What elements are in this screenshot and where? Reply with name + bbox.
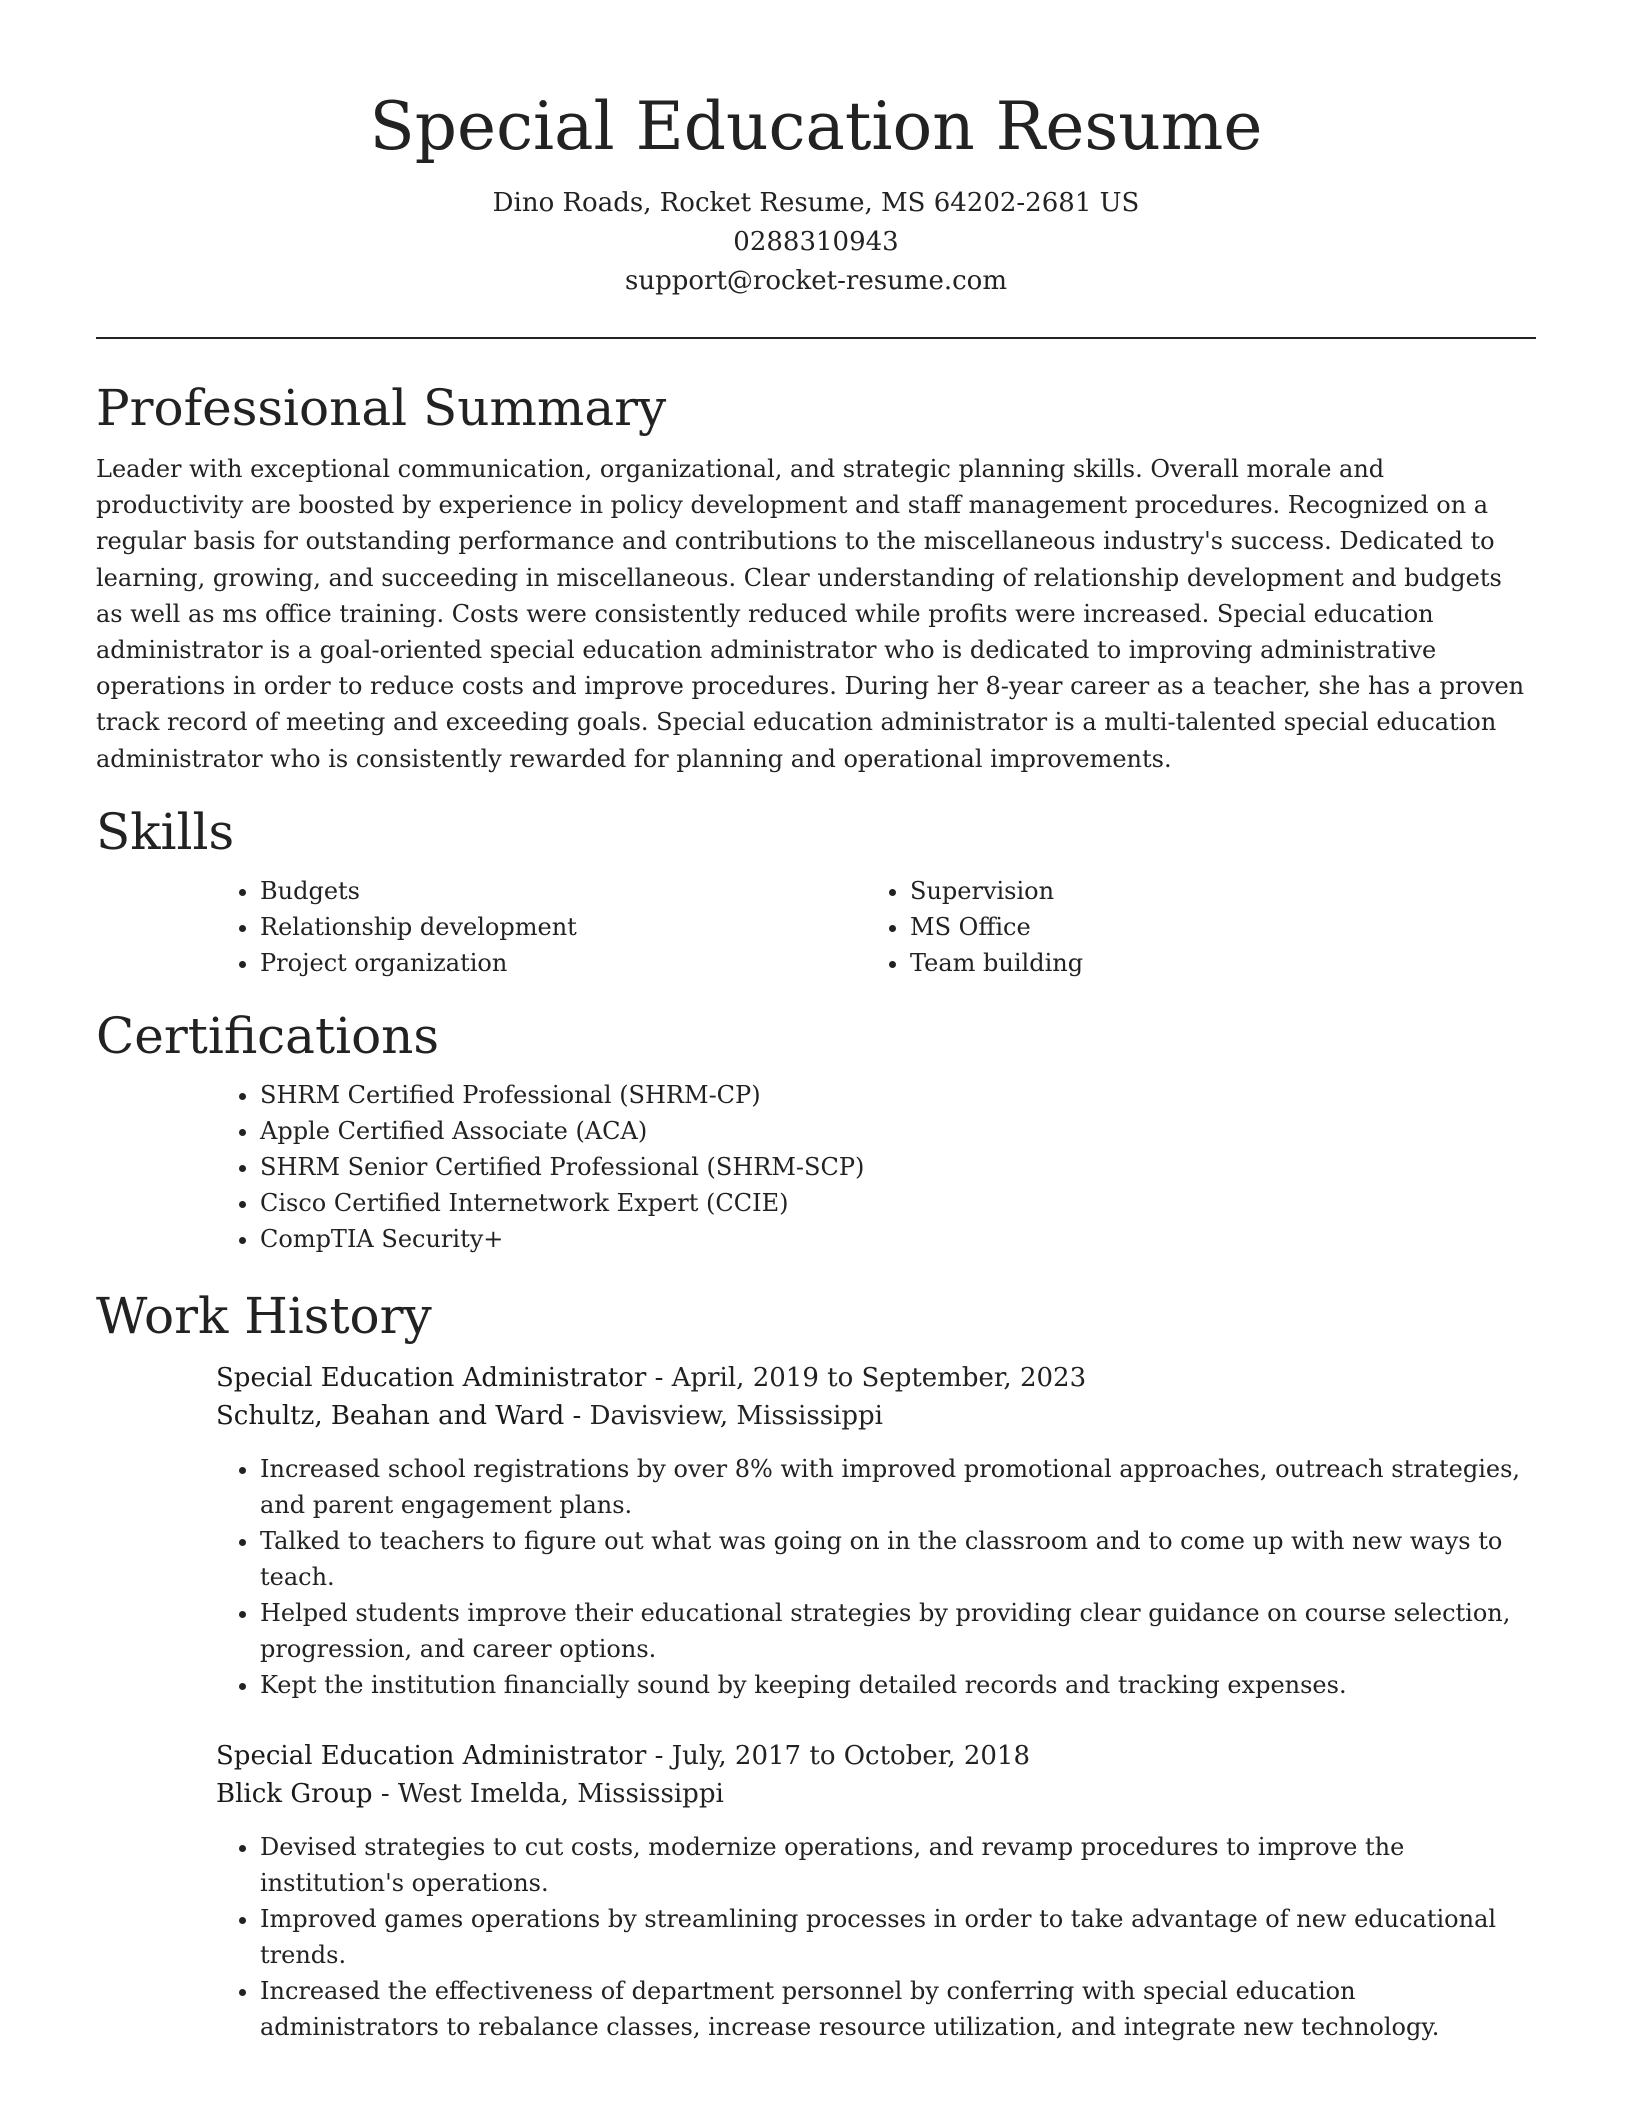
skill-item: • Relationship development xyxy=(260,909,866,945)
skills-section xyxy=(96,801,1536,981)
skills-column-right xyxy=(866,873,1516,981)
job-company: Blick Group xyxy=(216,1778,373,1809)
job-entry xyxy=(216,1737,1536,2045)
contact-phone: 0288310943 xyxy=(733,227,899,257)
job-bullet: • Helped students improve their educational strategies by providing clear guidance on course selection, progression, and career options. xyxy=(260,1595,1536,1667)
job-bullet: • Talked to teachers to figure out what was going on in the classroom and to come up with new ways to teach. xyxy=(260,1523,1536,1595)
job-bullet: • Kept the institution financially sound by keeping detailed records and tracking expenses. xyxy=(260,1667,1536,1703)
skill-item: • Project organization xyxy=(260,945,866,981)
job-bullets xyxy=(216,1829,1536,2045)
summary-heading: Professional Summary xyxy=(96,379,667,437)
job-title-line xyxy=(216,1737,1536,1775)
resume-page xyxy=(96,0,1536,2045)
skills-list-right xyxy=(866,873,1516,981)
job-entry xyxy=(216,1359,1536,1703)
job-dates: July, 2017 to October, 2018 xyxy=(671,1740,1031,1771)
job-bullet: • Devised strategies to cut costs, modernize operations, and revamp procedures to improve the institution's operations. xyxy=(260,1829,1536,1901)
skill-item: • Budgets xyxy=(260,873,866,909)
summary-section xyxy=(96,377,1536,777)
job-role: Special Education Administrator xyxy=(216,1362,647,1393)
certification-item: • Cisco Certified Internetwork Expert (CCIE) xyxy=(260,1185,1536,1221)
contact-block xyxy=(96,184,1536,301)
skill-item: • Team building xyxy=(910,945,1516,981)
summary-text: Leader with exceptional communication, organizational, and strategic planning skills. Overall morale and productivity are boosted by experience in policy development and staff management procedures. Recognized on a regular basis for outstanding performance and contributions to the miscellaneous industry's success. Dedicated to learning, growing, and succeeding in miscellaneous. Clear understanding of relationship development and budgets as well as ms office training. Costs were consistently reduced while profits were increased. Special education administrator is a goal-oriented special education administrator who is dedicated to improving administrative operations in order to reduce costs and improve procedures. During her 8-year career as a teacher, she has a proven track record of meeting and exceeding goals. Special education administrator is a multi-talented special education administrator who is consistently rewarded for planning and operational improvements. xyxy=(96,455,1525,773)
skill-item: • Supervision xyxy=(910,873,1516,909)
certification-item: • SHRM Certified Professional (SHRM-CP) xyxy=(260,1077,1536,1113)
contact-email: support@rocket-resume.com xyxy=(624,266,1007,296)
job-company-line xyxy=(216,1397,1536,1435)
certifications-heading: Certifications xyxy=(96,1006,440,1065)
job-separator: - xyxy=(646,1362,672,1393)
job-separator: - xyxy=(564,1400,590,1431)
contact-address: Dino Roads, Rocket Resume, MS 64202-2681 US xyxy=(492,188,1140,218)
job-separator: - xyxy=(372,1778,398,1809)
skills-column-left xyxy=(216,873,866,981)
job-dates: April, 2019 to September, 2023 xyxy=(671,1362,1087,1393)
job-bullets xyxy=(216,1451,1536,1703)
certification-item: • Apple Certified Associate (ACA) xyxy=(260,1113,1536,1149)
job-location: Davisview, Mississippi xyxy=(589,1400,883,1431)
resume-title: Special Education Resume xyxy=(369,88,1263,165)
job-bullet: • Improved games operations by streamlining processes in order to take advantage of new educational trends. xyxy=(260,1901,1536,1973)
job-bullet: • Increased the effectiveness of department personnel by conferring with special education administrators to rebalance classes, increase resource utilization, and integrate new technology. xyxy=(260,1973,1536,2045)
skills-grid xyxy=(216,873,1536,981)
skills-list-left xyxy=(216,873,866,981)
job-company-line xyxy=(216,1775,1536,1813)
header-divider xyxy=(96,337,1536,339)
skills-heading: Skills xyxy=(96,802,235,861)
job-title-line xyxy=(216,1359,1536,1397)
certifications-list xyxy=(216,1077,1536,1257)
certification-item: • CompTIA Security+ xyxy=(260,1221,1536,1257)
certification-item: • SHRM Senior Certified Professional (SHRM-SCP) xyxy=(260,1149,1536,1185)
work-section xyxy=(96,1285,1536,2045)
work-heading: Work History xyxy=(96,1286,432,1345)
job-bullet: • Increased school registrations by over 8% with improved promotional approaches, outreach strategies, and parent engagement plans. xyxy=(260,1451,1536,1523)
certifications-section xyxy=(96,1005,1536,1257)
job-separator: - xyxy=(646,1740,672,1771)
resume-header xyxy=(96,0,1536,301)
job-location: West Imelda, Mississippi xyxy=(397,1778,724,1809)
skill-item: • MS Office xyxy=(910,909,1516,945)
job-role: Special Education Administrator xyxy=(216,1740,647,1771)
job-company: Schultz, Beahan and Ward xyxy=(216,1400,565,1431)
